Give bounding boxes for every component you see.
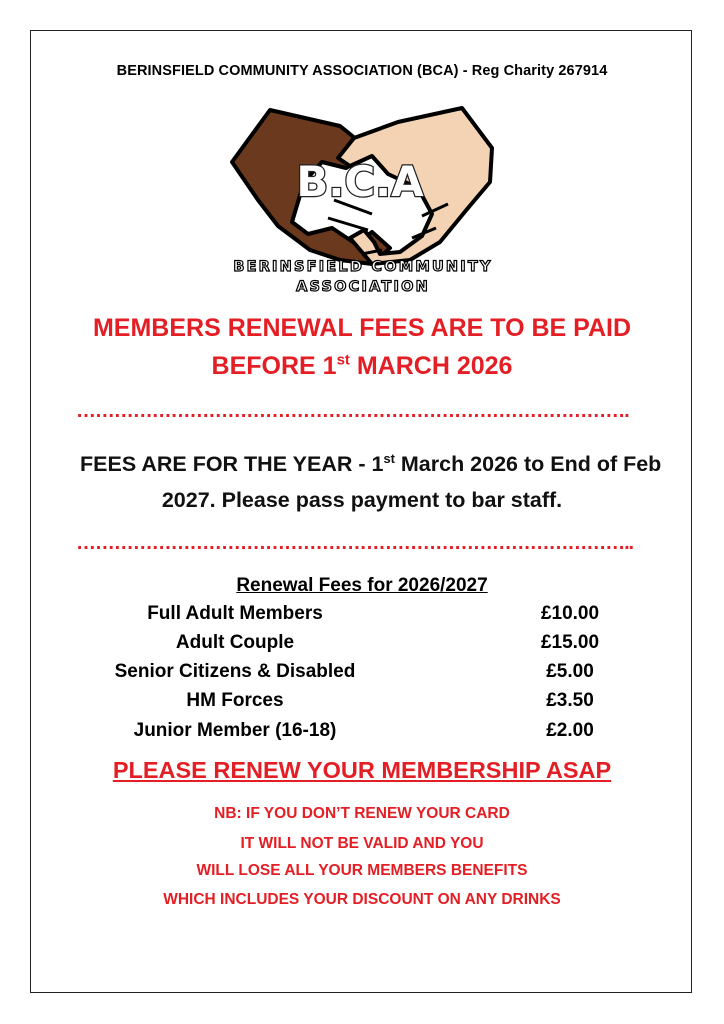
fee-label: Senior Citizens & Disabled: [114, 661, 356, 682]
logo-initials: B.C.A: [296, 157, 424, 206]
fee-amount: £2.00: [546, 720, 594, 741]
handshake-icon: [222, 104, 504, 300]
fee-label: HM Forces: [186, 690, 284, 711]
nb-line-4: WHICH INCLUDES YOUR DISCOUNT ON ANY DRINKS: [163, 891, 561, 908]
fee-amount: £15.00: [540, 632, 600, 653]
fee-label: Full Adult Members: [147, 603, 323, 624]
headline-ordinal: st: [336, 351, 350, 369]
fees-period-suffix: March 2026 to End of Feb: [394, 452, 662, 476]
fee-label: Junior Member (16-18): [133, 720, 337, 741]
logo-name-line-1: BERINSFIELD COMMUNITY: [233, 259, 493, 275]
headline-suffix: MARCH 2026: [349, 352, 513, 380]
logo-name-line-2: ASSOCIATION: [296, 279, 430, 295]
dotted-divider-top: …………………………………………………………………………….: [76, 400, 629, 422]
fee-row: [0, 661, 724, 689]
headline-prefix: BEFORE 1: [211, 352, 337, 380]
fees-period-line-2: 2027. Please pass payment to bar staff.: [161, 488, 563, 512]
fees-table-title: Renewal Fees for 2026/2027: [236, 575, 488, 596]
fee-label: Adult Couple: [175, 632, 295, 653]
fee-row: [0, 632, 724, 660]
dotted-divider-bottom: ……………………………………………………………………………..: [76, 532, 634, 554]
fees-period-prefix: FEES ARE FOR THE YEAR - 1: [80, 452, 384, 476]
fees-period-line-1: [80, 452, 700, 477]
headline-line-2: [0, 352, 724, 381]
bca-logo: [222, 104, 504, 300]
fee-amount: £3.50: [546, 690, 594, 711]
fees-period-ordinal: st: [383, 450, 395, 466]
fee-amount: £5.00: [546, 661, 594, 682]
fee-amount: £10.00: [540, 603, 600, 624]
nb-line-2: IT WILL NOT BE VALID AND YOU: [240, 835, 484, 852]
nb-line-1: NB: IF YOU DON’T RENEW YOUR CARD: [214, 805, 510, 822]
fee-row: [0, 603, 724, 631]
nb-line-3: WILL LOSE ALL YOUR MEMBERS BENEFITS: [196, 862, 528, 879]
fee-row: [0, 720, 724, 748]
renew-call-to-action: PLEASE RENEW YOUR MEMBERSHIP ASAP: [112, 757, 612, 783]
fee-row: [0, 690, 724, 718]
headline-line-1: MEMBERS RENEWAL FEES ARE TO BE PAID: [92, 314, 632, 342]
organization-header: BERINSFIELD COMMUNITY ASSOCIATION (BCA) - Reg Charity 267914: [116, 63, 608, 79]
